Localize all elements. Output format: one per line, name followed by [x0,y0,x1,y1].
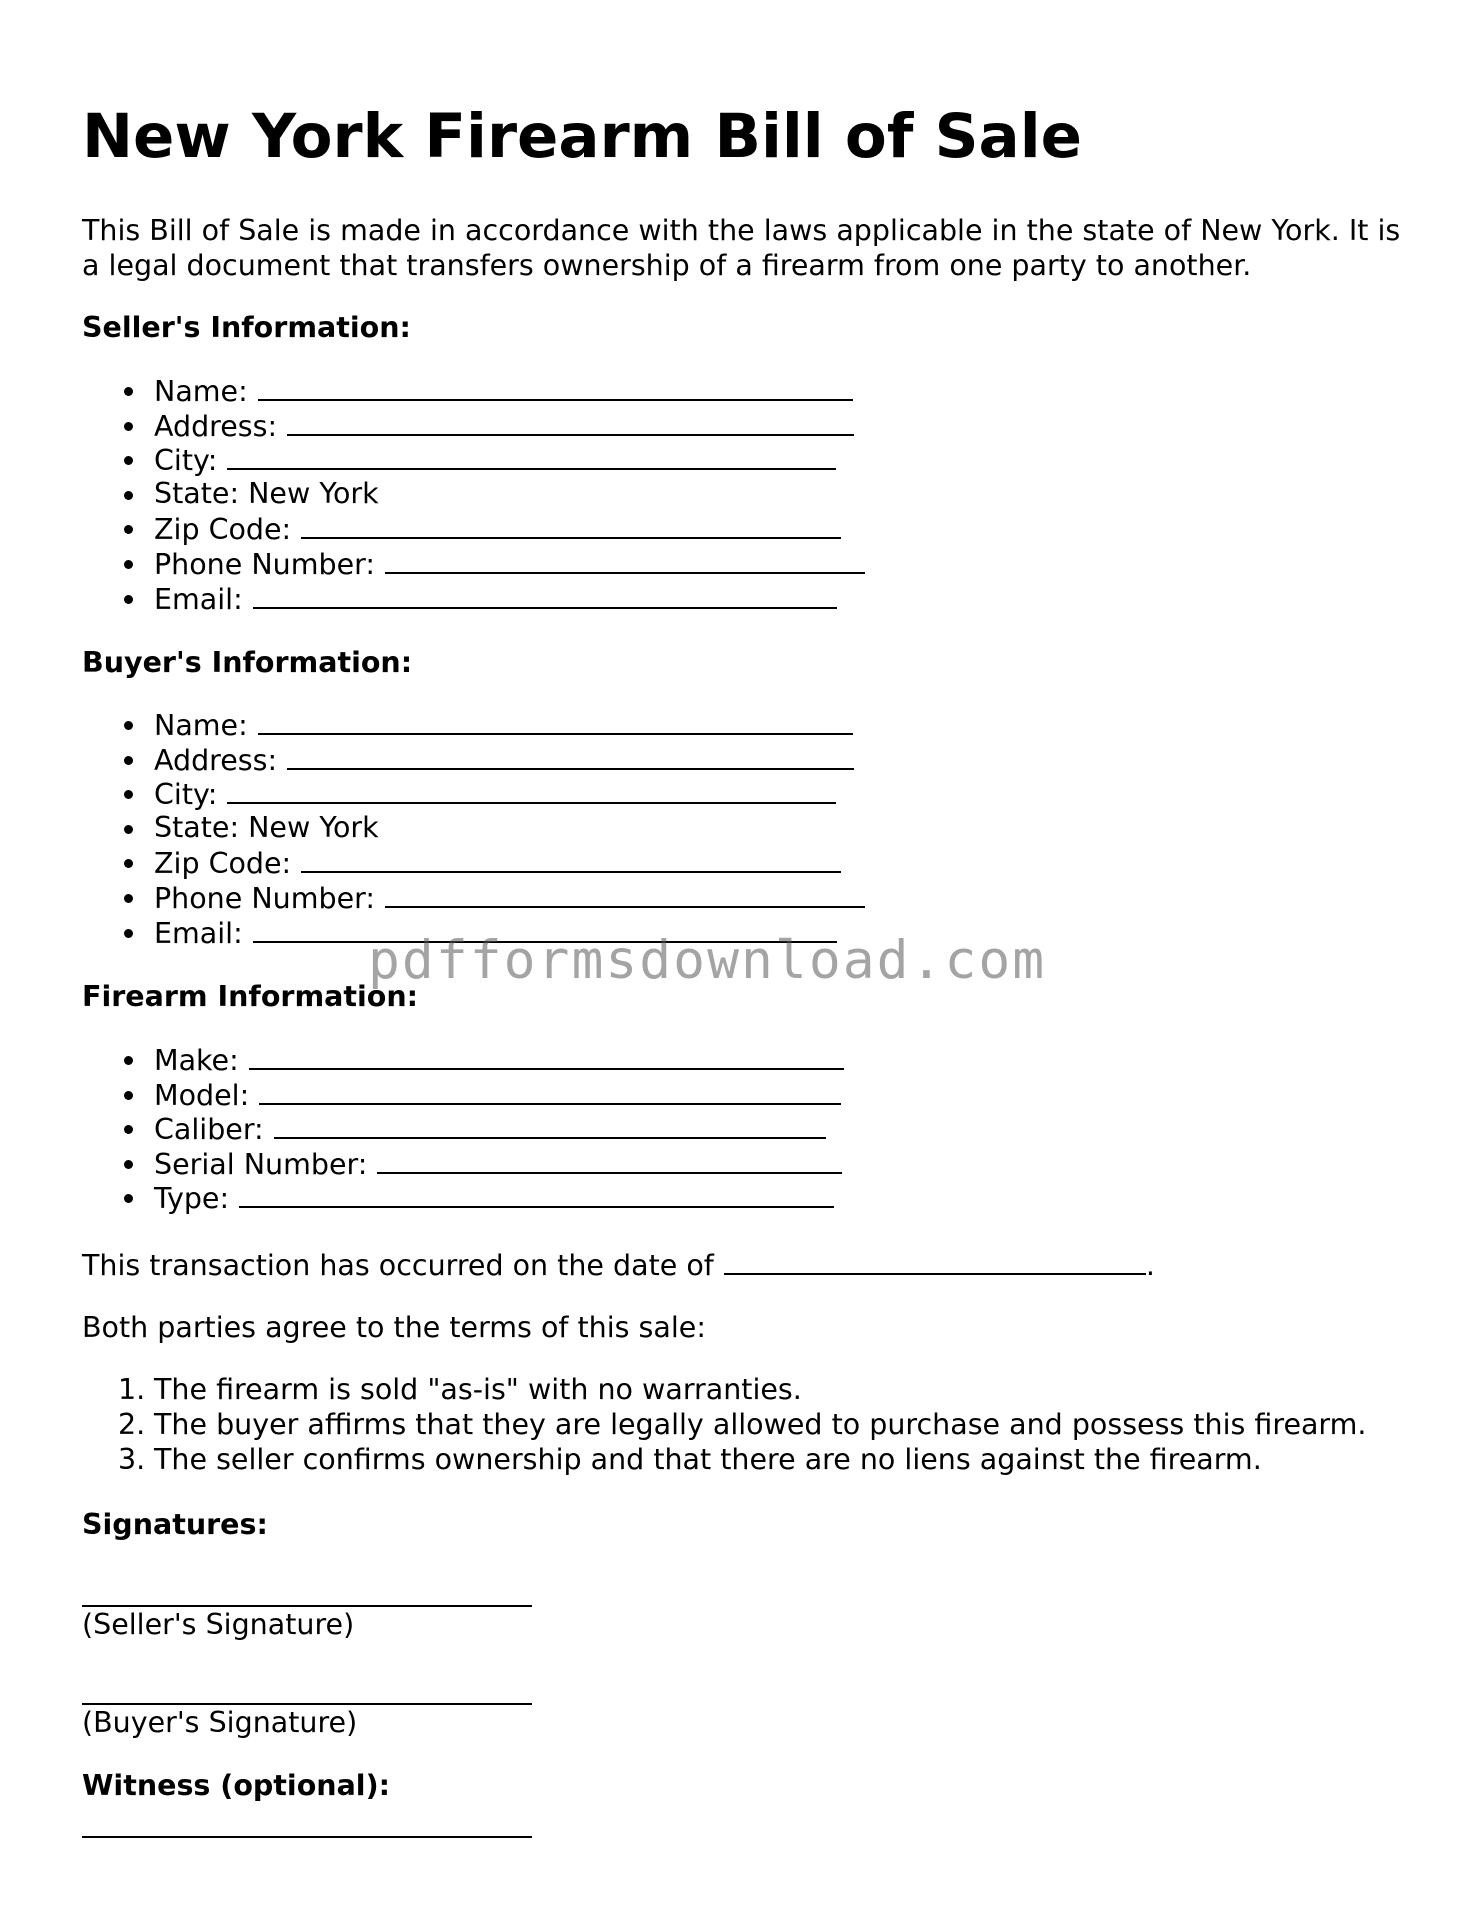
bullet [124,1160,133,1169]
page-title: New York Firearm Bill of Sale [82,101,1082,172]
bullet [124,894,133,903]
bullet [124,491,133,500]
bullet [124,525,133,534]
buyer-signature-label: (Buyer's Signature) [82,1706,358,1739]
seller-name-blank[interactable] [258,373,853,401]
signatures-heading: Signatures: [82,1508,268,1541]
seller-email-field[interactable]: Email: [82,581,865,616]
bullet [124,560,133,569]
seller-state-field: State: New York [82,477,865,512]
buyer-state-field: State: New York [82,811,865,846]
intro-paragraph: This Bill of Sale is made in accordance with the laws applicable in the state of New York. It is a legal document that transfers ownership of a firearm from one party to another. [82,214,1401,282]
bullet [124,1091,133,1100]
seller-zip-blank[interactable] [301,511,841,539]
firearm-caliber-field[interactable]: Caliber: [82,1111,844,1146]
bullet [124,929,133,938]
seller-address-field[interactable]: Address: [82,408,865,443]
firearm-type-blank[interactable] [239,1180,834,1208]
firearm-type-field[interactable]: Type: [82,1180,844,1215]
firearm-caliber-blank[interactable] [274,1111,826,1139]
bullet [124,859,133,868]
seller-zip-field[interactable]: Zip Code: [82,511,865,546]
seller-phone-field[interactable]: Phone Number: [82,546,865,581]
seller-phone-blank[interactable] [385,546,865,574]
firearm-model-field[interactable]: Model: [82,1077,844,1112]
seller-city-field[interactable]: City: [82,442,865,477]
terms-list [82,1373,1366,1477]
bullet [124,595,133,604]
firearm-make-field[interactable]: Make: [82,1042,844,1077]
term-item: 3. The seller confirms ownership and that there are no liens against the firearm. [118,1442,1262,1476]
buyer-name-blank[interactable] [258,707,853,735]
firearm-serial-field[interactable]: Serial Number: [82,1146,844,1181]
date-blank[interactable] [724,1247,1146,1275]
bullet [124,756,133,765]
buyer-name-field[interactable]: Name: [82,707,865,742]
buyer-city-blank[interactable] [227,776,836,804]
bullet [124,387,133,396]
firearm-make-blank[interactable] [249,1042,844,1070]
bullet [124,721,133,730]
witness-signature-line[interactable] [82,1836,532,1838]
buyer-email-field[interactable]: Email: [82,915,865,950]
term-item: 1. The firearm is sold "as-is" with no warranties. [118,1373,802,1406]
bullet [124,456,133,465]
seller-fields [82,373,865,615]
seller-signature-label: (Seller's Signature) [82,1608,355,1641]
buyer-zip-blank[interactable] [301,845,841,873]
buyer-zip-field[interactable]: Zip Code: [82,845,865,880]
buyer-heading: Buyer's Information: [82,646,413,679]
seller-city-blank[interactable] [227,442,836,470]
terms-intro: Both parties agree to the terms of this sale: [82,1311,706,1344]
buyer-address-blank[interactable] [287,742,854,770]
firearm-heading: Firearm Information: [82,980,419,1013]
firearm-serial-blank[interactable] [377,1146,842,1174]
buyer-phone-field[interactable]: Phone Number: [82,880,865,915]
buyer-phone-blank[interactable] [385,880,865,908]
bullet [124,1056,133,1065]
term-item: 2. The buyer affirms that they are legally allowed to purchase and possess this firearm. [118,1407,1367,1441]
firearm-fields [82,1042,844,1215]
seller-name-field[interactable]: Name: [82,373,865,408]
seller-address-blank[interactable] [287,408,854,436]
bullet [124,422,133,431]
seller-email-blank[interactable] [253,581,837,609]
firearm-model-blank[interactable] [259,1077,841,1105]
bullet [124,1194,133,1203]
watermark-text: pdfformsdownload.com [368,930,1047,991]
bullet [124,1125,133,1134]
buyer-city-field[interactable]: City: [82,776,865,811]
bullet [124,790,133,799]
buyer-address-field[interactable]: Address: [82,742,865,777]
date-line: This transaction has occurred on the date of . [82,1249,1155,1282]
buyer-fields [82,707,865,949]
seller-heading: Seller's Information: [82,311,411,344]
bullet [124,825,133,834]
witness-heading: Witness (optional): [82,1769,390,1802]
